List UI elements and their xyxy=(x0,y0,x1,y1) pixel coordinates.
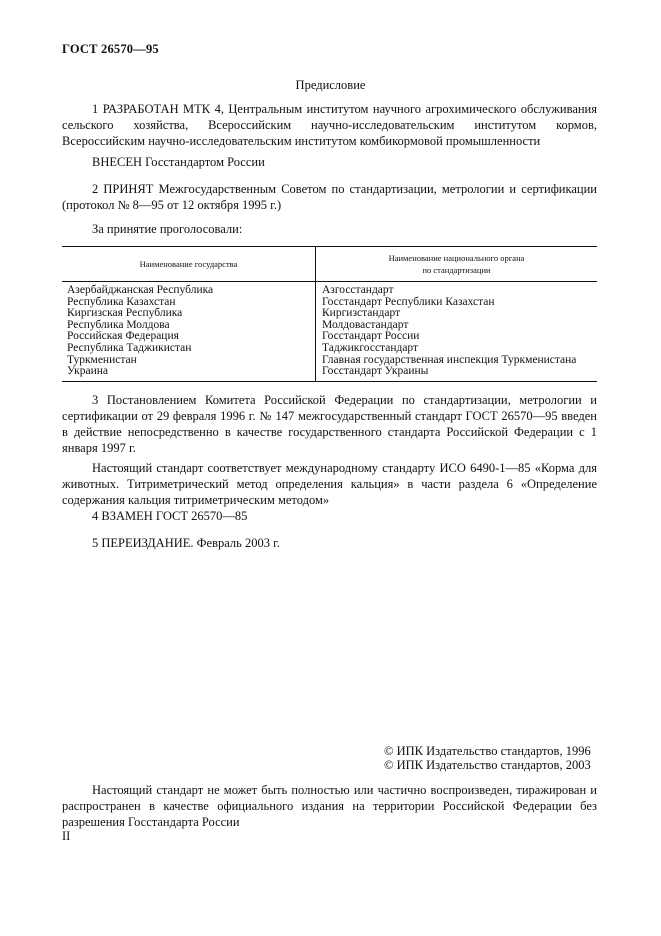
page-number: II xyxy=(62,829,71,843)
paragraph-reissue: 5 ПЕРЕИЗДАНИЕ. Февраль 2003 г. xyxy=(92,536,280,550)
paragraph-replaces: 4 ВЗАМЕН ГОСТ 26570—85 xyxy=(92,509,248,523)
state-cell: Туркменистан xyxy=(67,353,137,366)
state-cell: Украина xyxy=(67,365,108,378)
table-body-row xyxy=(62,282,597,382)
body-cell: Азгосстандарт xyxy=(322,284,394,296)
paragraph-reproduction-notice: Настоящий стандарт не может быть полностью или частично воспроизведен, тиражирован и распространен в качестве официального издания на территории Российской Федерации без разрешения Госстандарта России xyxy=(62,783,597,829)
state-cell: Республика Молдова xyxy=(67,318,170,331)
paragraph-developed-by: 1 РАЗРАБОТАН МТК 4, Центральным институтом научного агрохимического обслуживания сельского хозяйства, Всероссийским научно-исследовательским институтом кормов, Всероссийским научно-исследовательским институтом комбикормовой промышленности xyxy=(62,102,597,148)
paragraph-resolution: 3 Постановлением Комитета Российской Федерации по стандартизации, метрологии и сертификации от 29 февраля 1996 г. № 147 межгосударственный стандарт ГОСТ 26570—95 введен в действие непосредственно в качестве государственного стандарта Российской Федерации с 1 января 1997 г. xyxy=(62,393,597,455)
copyright-block xyxy=(384,744,591,772)
body-cell: Таджикгосстандарт xyxy=(322,341,419,354)
paragraph-adopted-by: 2 ПРИНЯТ Межгосударственным Советом по стандартизации, метрологии и сертификации (протокол № 8—95 от 12 октября 1995 г.) xyxy=(62,182,597,212)
header-state: Наименование государства xyxy=(62,247,316,282)
copyright-line: © ИПК Издательство стандартов, 1996 xyxy=(384,744,591,758)
body-cell: Киргизстандарт xyxy=(322,307,401,320)
table-header-row xyxy=(62,247,597,282)
state-cell: Киргизская Республика xyxy=(67,307,183,320)
body-cell: Госстандарт Республики Казахстан xyxy=(322,295,495,308)
paragraph-iso-conformity: Настоящий стандарт соответствует международному стандарту ИСО 6490-1—85 «Корма для животных. Титриметрический метод определения кальция» в части раздела 6 «Определение содержания кальция титриметрическим методом» xyxy=(62,461,597,507)
paragraph-introduced-by: ВНЕСЕН Госстандартом России xyxy=(92,155,265,169)
state-cell: Азербайджанская Республика xyxy=(67,284,214,296)
state-cell: Российская Федерация xyxy=(67,330,179,343)
copyright-line: © ИПК Издательство стандартов, 2003 xyxy=(384,758,591,772)
document-id: ГОСТ 26570—95 xyxy=(62,42,159,56)
voting-table xyxy=(62,246,597,382)
paragraph-voted-for: За принятие проголосовали: xyxy=(92,222,243,236)
body-cell: Молдовастандарт xyxy=(322,318,409,331)
state-cell: Республика Казахстан xyxy=(67,295,176,308)
body-cell: Главная государственная инспекция Туркменистана xyxy=(322,353,577,366)
state-column xyxy=(62,282,316,382)
body-cell: Госстандарт России xyxy=(322,330,420,343)
header-standards-body: Наименование национального органа по стандартизации xyxy=(316,247,598,282)
body-cell: Госстандарт Украины xyxy=(322,365,429,378)
state-cell: Республика Таджикистан xyxy=(67,341,192,354)
standards-body-column xyxy=(316,282,598,382)
section-title: Предисловие xyxy=(295,78,366,92)
